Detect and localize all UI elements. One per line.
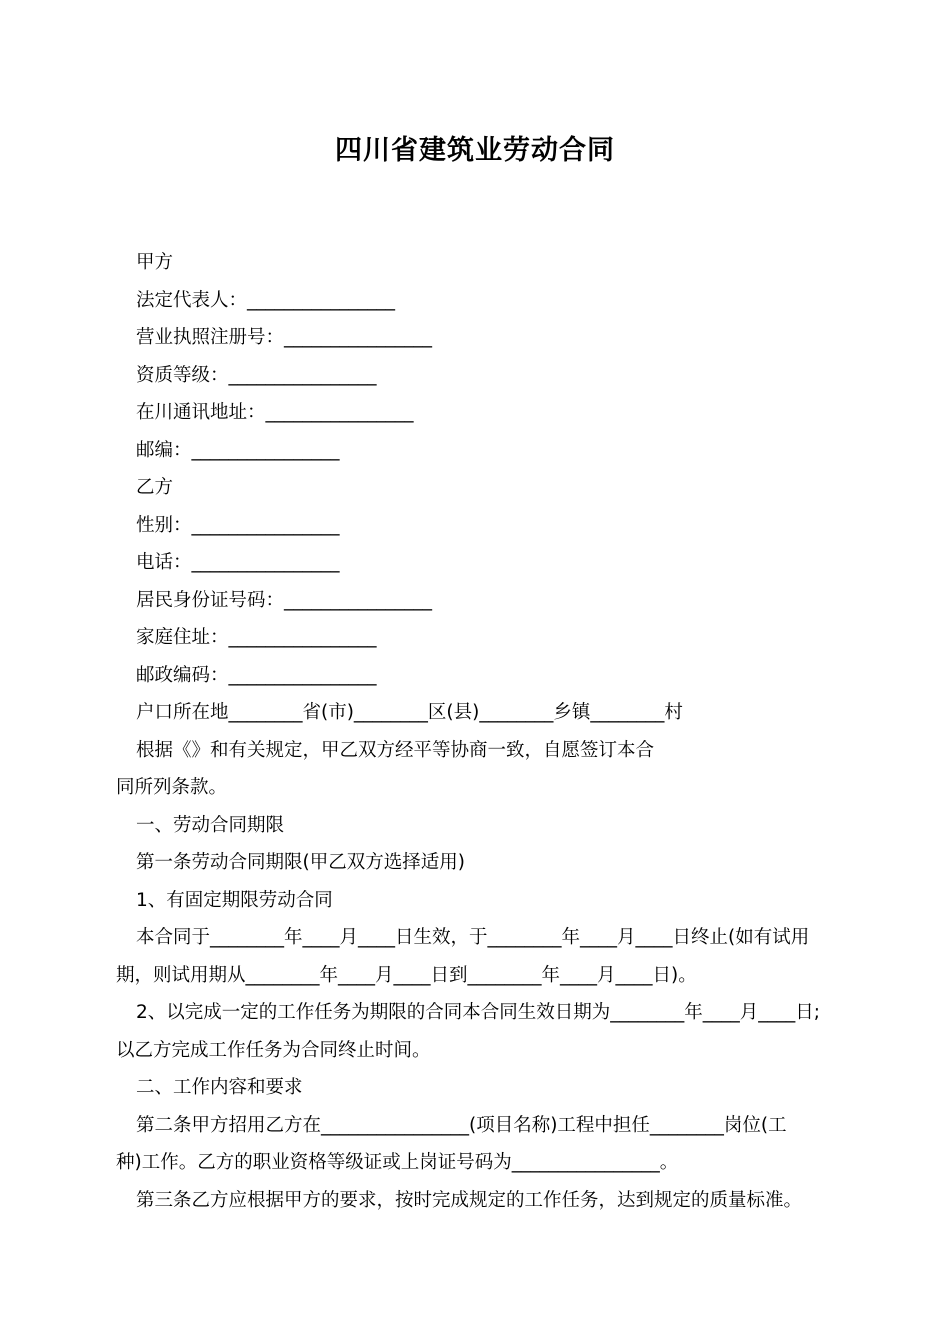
paragraph-effective-dates	[116, 919, 836, 994]
paragraph-line: 2、以完成一定的工作任务为期限的合同本合同生效日期为________年____月____日;	[136, 1002, 821, 1023]
qualification-grade-field: 资质等级：________________	[136, 364, 377, 386]
paragraph-line: 以乙方完成工作任务为合同终止时间。	[116, 1039, 431, 1061]
paragraph-line: 期，则试用期从________年____月____日到________年____月____日)。	[116, 964, 697, 986]
paragraph-line: 1、有固定期限劳动合同	[136, 889, 333, 911]
business-license-field: 营业执照注册号：________________	[136, 327, 433, 348]
paragraph-line: 第一条劳动合同期限(甲乙双方选择适用)	[136, 852, 465, 873]
document-body	[116, 244, 836, 1219]
paragraph-preamble	[116, 732, 836, 807]
household-registration-field: 户口所在地________省(市)________区(县)________乡镇________村	[136, 702, 683, 723]
postal-code-field: 邮政编码：________________	[136, 664, 377, 686]
section-heading-term	[116, 807, 836, 845]
paragraph-line: 根据《》和有关规定，甲乙双方经平等协商一致，自愿签订本合	[136, 739, 655, 761]
article-1	[116, 844, 836, 882]
paragraph-line: 同所列条款。	[116, 777, 228, 798]
article-2	[116, 1107, 836, 1182]
paragraph-line: 第三条乙方应根据甲方的要求，按时完成规定的工作任务，达到规定的质量标准。	[136, 1189, 803, 1211]
paragraph-line: 二、工作内容和要求	[136, 1077, 303, 1098]
paragraph-line: 第二条甲方招用乙方在________________(项目名称)工程中担任________岗位(工	[136, 1114, 787, 1136]
paragraph-line: 一、劳动合同期限	[136, 814, 285, 836]
party-b-label: 乙方	[136, 477, 174, 498]
paragraph-line: 种)工作。乙方的职业资格等级证或上岗证号码为________________。	[116, 1152, 679, 1173]
document-title: 四川省建筑业劳动合同	[335, 135, 615, 166]
item-fixed-term	[116, 882, 836, 920]
article-3	[116, 1182, 836, 1220]
phone-field: 电话：________________	[136, 552, 340, 573]
paragraph-line: 本合同于________年____月____日生效，于________年____月____日终止(如有试用	[136, 927, 810, 948]
party-a-label: 甲方	[136, 252, 174, 273]
gender-field: 性别：________________	[136, 514, 340, 536]
id-number-field: 居民身份证号码：________________	[136, 589, 433, 611]
section-heading-work	[116, 1069, 836, 1107]
home-address-field: 家庭住址：________________	[136, 627, 377, 648]
legal-representative-field: 法定代表人：________________	[136, 289, 396, 311]
item-task-based	[116, 994, 836, 1069]
sichuan-address-field: 在川通讯地址：________________	[136, 402, 414, 423]
postcode-field: 邮编：________________	[136, 439, 340, 461]
